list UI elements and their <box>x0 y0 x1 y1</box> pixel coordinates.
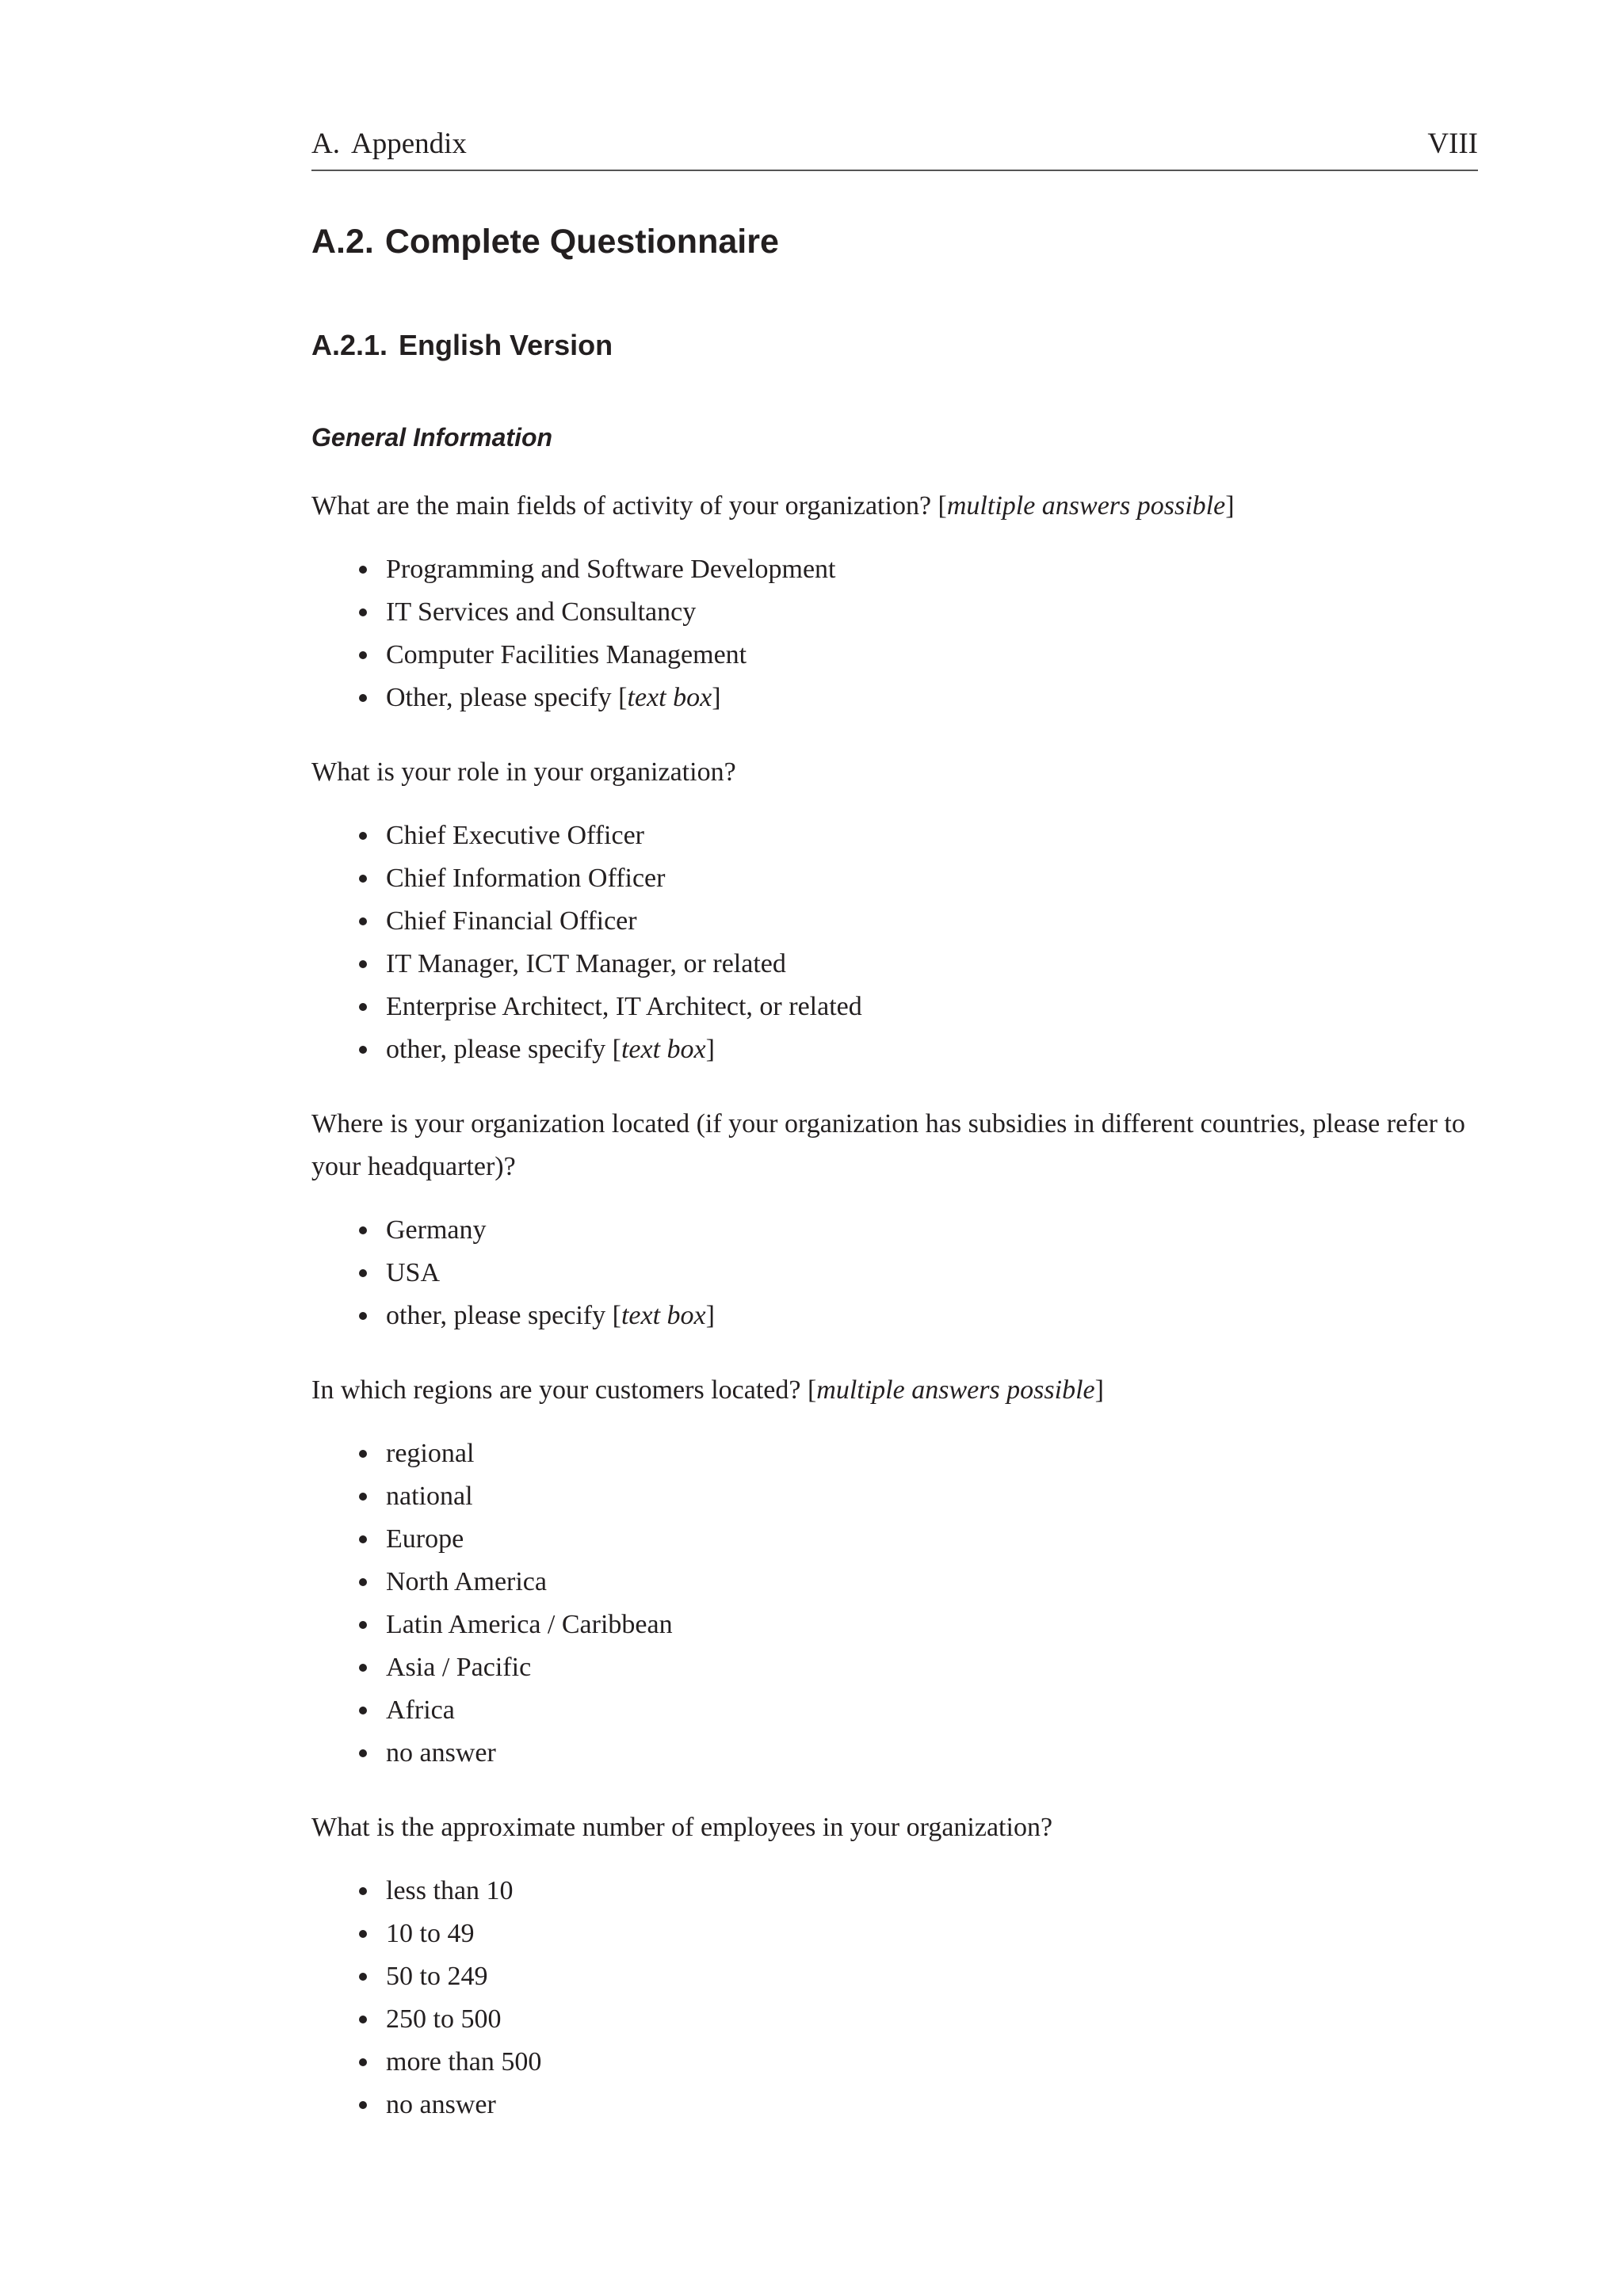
answer-option-label: North America <box>386 1566 547 1596</box>
answer-option-label: IT Services and Consultancy <box>386 597 697 627</box>
bullet-icon <box>359 1664 367 1672</box>
answer-option-label: other, please specify [ <box>386 1300 621 1330</box>
answer-option <box>386 591 1478 634</box>
answer-option-label: Europe <box>386 1524 464 1554</box>
answer-option <box>386 1870 1478 1913</box>
answer-option-label: Other, please specify [ <box>386 682 628 712</box>
answer-option-label: 50 to 249 <box>386 1961 488 1991</box>
answer-option <box>386 986 1478 1028</box>
hint-bracket-open: [ <box>807 1375 817 1405</box>
subsection-heading <box>311 328 1478 362</box>
answer-option-label: Chief Information Officer <box>386 863 666 893</box>
subsection-number: A.2.1. <box>311 328 388 361</box>
answer-option-hint: text box <box>621 1034 706 1064</box>
document-page <box>311 127 1478 2126</box>
hint-bracket-close: ] <box>1225 490 1235 521</box>
bullet-icon <box>359 566 367 574</box>
question-text <box>311 751 1478 794</box>
bullet-icon <box>359 1707 367 1714</box>
question-text <box>311 1103 1478 1188</box>
hint-bracket-close: ] <box>1094 1375 1104 1405</box>
bullet-icon <box>359 694 367 702</box>
answer-option-hint-close: ] <box>712 682 721 712</box>
answer-options-list <box>311 1209 1478 1337</box>
bullet-icon <box>359 1973 367 1981</box>
bullet-icon <box>359 1226 367 1234</box>
page-number: VIII <box>1427 128 1478 160</box>
bullet-icon <box>359 1535 367 1543</box>
bullet-icon <box>359 1493 367 1501</box>
answer-option-label: Asia / Pacific <box>386 1652 532 1682</box>
bullet-icon <box>359 832 367 840</box>
question-text <box>311 485 1478 528</box>
bullet-icon <box>359 917 367 925</box>
answer-options-list <box>311 1432 1478 1775</box>
bullet-icon <box>359 1269 367 1277</box>
answer-option-label: 250 to 500 <box>386 2004 502 2034</box>
question-label: What are the main fields of activity of your organization? <box>311 490 938 521</box>
answer-option <box>386 1955 1478 1998</box>
section-title: Complete Questionnaire <box>384 223 779 261</box>
bullet-icon <box>359 1621 367 1629</box>
answer-option <box>386 1646 1478 1689</box>
answer-option <box>386 857 1478 900</box>
answer-option-label: Enterprise Architect, IT Architect, or related <box>386 991 862 1021</box>
chapter-title: Appendix <box>350 128 467 160</box>
bullet-icon <box>359 1749 367 1757</box>
bullet-icon <box>359 960 367 968</box>
answer-option-label: 10 to 49 <box>386 1918 475 1948</box>
question-hint: multiple answers possible <box>816 1375 1095 1405</box>
answer-option-label: no answer <box>386 1737 496 1768</box>
question-label: In which regions are your customers located? <box>311 1375 808 1405</box>
answer-option-label: Chief Executive Officer <box>386 820 645 850</box>
questionnaire <box>311 485 1478 2126</box>
answer-option <box>386 2041 1478 2084</box>
answer-option <box>386 1475 1478 1518</box>
answer-option <box>386 1561 1478 1604</box>
bullet-icon <box>359 1887 367 1895</box>
question-label: What is the approximate number of employees in your organization? <box>311 1812 1053 1842</box>
answer-options-list <box>311 1870 1478 2126</box>
answer-option-label: IT Manager, ICT Manager, or related <box>386 948 786 978</box>
answer-option <box>386 1209 1478 1252</box>
bullet-icon <box>359 651 367 659</box>
answer-option-label: USA <box>386 1257 441 1287</box>
answer-option <box>386 677 1478 719</box>
answer-option <box>386 1913 1478 1955</box>
answer-option-label: Africa <box>386 1695 455 1725</box>
answer-option-label: Chief Financial Officer <box>386 906 637 936</box>
answer-option-hint: text box <box>621 1300 706 1330</box>
running-header-chapter <box>311 127 467 162</box>
answer-option <box>386 1604 1478 1646</box>
answer-option <box>386 1295 1478 1337</box>
bullet-icon <box>359 1312 367 1320</box>
answer-option <box>386 2084 1478 2126</box>
answer-option-label: less than 10 <box>386 1875 514 1905</box>
chapter-number: A. <box>311 128 340 160</box>
answer-option <box>386 1432 1478 1475</box>
answer-option <box>386 1028 1478 1071</box>
answer-options-list <box>311 814 1478 1071</box>
section-heading <box>311 222 1478 263</box>
section-number: A.2. <box>311 223 374 261</box>
answer-option <box>386 548 1478 591</box>
answer-option <box>386 1252 1478 1295</box>
question-text <box>311 1369 1478 1412</box>
bullet-icon <box>359 1046 367 1054</box>
question-label: Where is your organization located (if your organization has subsidies in different countries, please refer to your headquarter)? <box>311 1108 1465 1181</box>
subsection-title: English Version <box>399 328 613 361</box>
paragraph-heading: General Information <box>311 423 553 452</box>
answer-option-label: Latin America / Caribbean <box>386 1609 673 1639</box>
bullet-icon <box>359 1930 367 1938</box>
answer-option-label: regional <box>386 1438 475 1468</box>
answer-option <box>386 1689 1478 1732</box>
bullet-icon <box>359 2016 367 2023</box>
answer-option <box>386 1732 1478 1775</box>
bullet-icon <box>359 608 367 616</box>
bullet-icon <box>359 2058 367 2066</box>
question-label: What is your role in your organization? <box>311 757 736 787</box>
answer-option-label: national <box>386 1481 473 1511</box>
answer-option <box>386 634 1478 677</box>
answer-option-label: Computer Facilities Management <box>386 639 747 669</box>
answer-option <box>386 814 1478 857</box>
bullet-icon <box>359 875 367 883</box>
answer-option-hint-close: ] <box>705 1300 715 1330</box>
bullet-icon <box>359 2101 367 2109</box>
answer-option-label: other, please specify [ <box>386 1034 621 1064</box>
answer-options-list <box>311 548 1478 719</box>
answer-option <box>386 1518 1478 1561</box>
answer-option-hint: text box <box>627 682 712 712</box>
running-header <box>311 127 1478 171</box>
bullet-icon <box>359 1578 367 1586</box>
question-text <box>311 1806 1478 1849</box>
answer-option-label: Programming and Software Development <box>386 554 836 584</box>
answer-option <box>386 1998 1478 2041</box>
answer-option-label: no answer <box>386 2089 496 2119</box>
question-hint: multiple answers possible <box>946 490 1226 521</box>
answer-option <box>386 943 1478 986</box>
bullet-icon <box>359 1450 367 1458</box>
answer-option-label: Germany <box>386 1215 487 1245</box>
answer-option-hint-close: ] <box>705 1034 715 1064</box>
bullet-icon <box>359 1003 367 1011</box>
answer-option <box>386 900 1478 943</box>
answer-option-label: more than 500 <box>386 2046 542 2077</box>
hint-bracket-open: [ <box>938 490 947 521</box>
